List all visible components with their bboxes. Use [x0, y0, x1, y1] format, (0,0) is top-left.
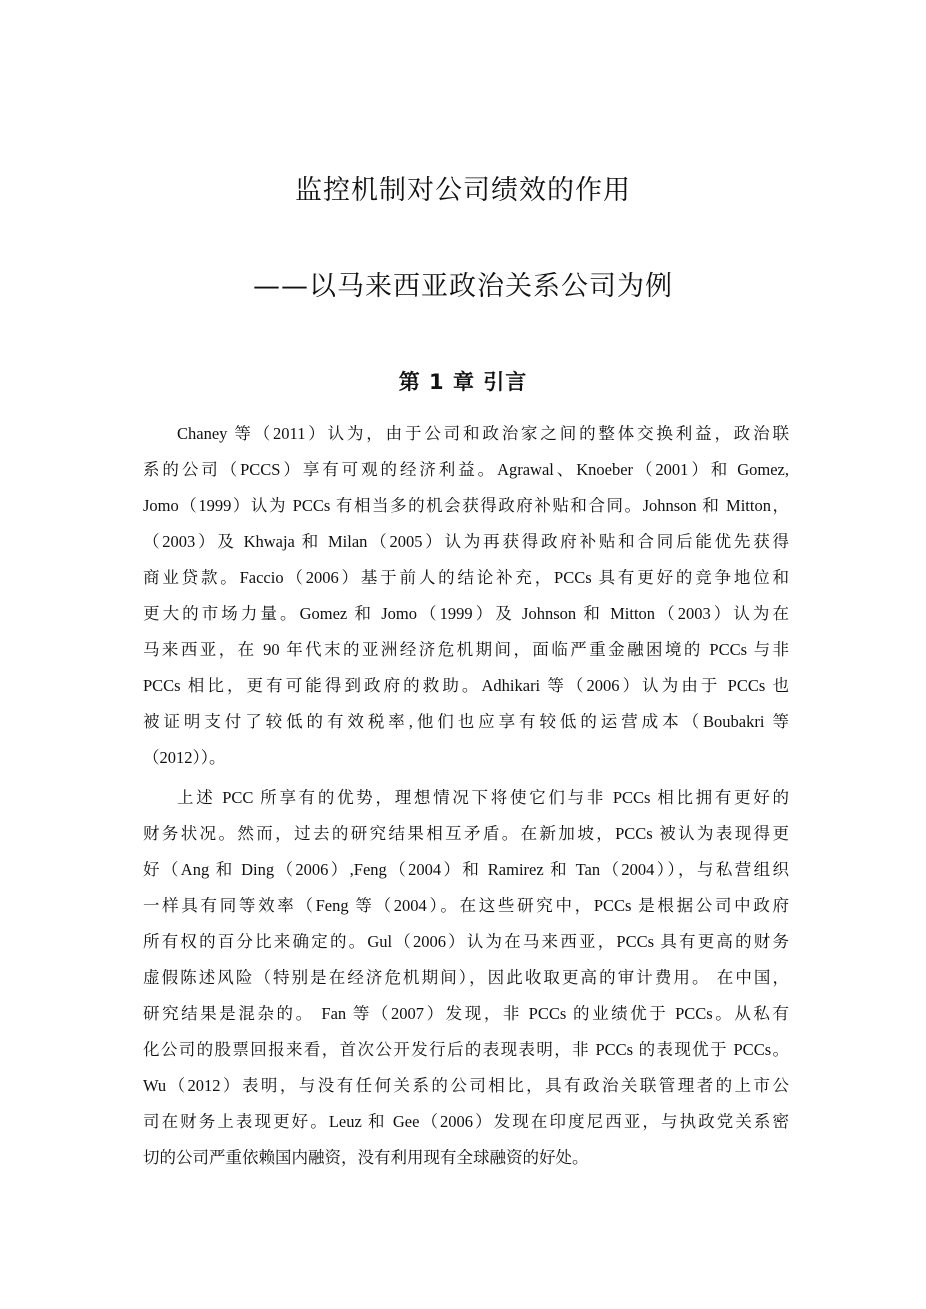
paragraph-line: 切的公司严重依赖国内融资，没有利用现有全球融资的好处。: [143, 1148, 589, 1167]
paragraph-line: （2012））。: [143, 748, 226, 767]
paragraph-line: Jomo（1999）认为 PCCs 有相当多的机会获得政府补贴和合同。Johnson 和 Mitton，: [143, 496, 789, 515]
paragraph-line: 好（Ang 和 Ding（2006）,Feng（2004）和 Ramirez 和 Tan（2004）），与私营组织: [143, 860, 789, 879]
paragraph-line: 系的公司（PCCS）享有可观的经济利益。Agrawal、Knoeber（2001）和 Gomez,: [143, 460, 789, 479]
paragraph-line: 化公司的股票回报来看，首次公开发行后的表现表明，非 PCCs 的表现优于 PCCs。: [143, 1040, 789, 1059]
paragraph-line: 商业贷款。Faccio（2006）基于前人的结论补充，PCCs 具有更好的竞争地位和: [143, 568, 789, 587]
paragraph-line: 司在财务上表现更好。Leuz 和 Gee（2006）发现在印度尼西亚，与执政党关系密: [143, 1112, 789, 1131]
paragraph-line: 上述 PCC 所享有的优势，理想情况下将使它们与非 PCCs 相比拥有更好的: [177, 788, 789, 807]
paragraph-line: 财务状况。然而，过去的研究结果相互矛盾。在新加坡，PCCs 被认为表现得更: [143, 824, 789, 843]
paragraph-line: 所有权的百分比来确定的。Gul（2006）认为在马来西亚，PCCs 具有更高的财务: [143, 932, 789, 951]
paragraph-line: Wu（2012）表明，与没有任何关系的公司相比，具有政治关联管理者的上市公: [143, 1076, 789, 1095]
chapter-heading: 第 1 章 引言: [398, 370, 528, 394]
document-subtitle: ——以马来西亚政治关系公司为例: [253, 271, 673, 302]
document-title: 监控机制对公司绩效的作用: [295, 175, 631, 206]
paragraph-line: PCCs 相比，更有可能得到政府的救助。Adhikari 等（2006）认为由于 PCCs 也: [143, 676, 789, 695]
paragraph-line: （2003）及 Khwaja 和 Milan（2005）认为再获得政府补贴和合同后能优先获得: [143, 532, 789, 551]
paragraph-line: 研究结果是混杂的。 Fan 等（2007）发现，非 PCCs 的业绩优于 PCCs。从私有: [143, 1004, 789, 1023]
paragraph-line: 虚假陈述风险（特别是在经济危机期间），因此收取更高的审计费用。 在中国，: [143, 968, 789, 987]
paragraph-line: 更大的市场力量。Gomez 和 Jomo（1999）及 Johnson 和 Mitton（2003）认为在: [143, 604, 789, 623]
paragraph-line: 被证明支付了较低的有效税率,他们也应享有较低的运营成本（Boubakri 等: [143, 712, 789, 731]
paragraph-line: Chaney 等（2011）认为，由于公司和政治家之间的整体交换利益，政治联: [177, 424, 789, 443]
paragraph-line: 一样具有同等效率（Feng 等（2004）。在这些研究中，PCCs 是根据公司中政府: [143, 896, 789, 915]
paragraph-line: 马来西亚，在 90 年代末的亚洲经济危机期间，面临严重金融困境的 PCCs 与非: [143, 640, 789, 659]
